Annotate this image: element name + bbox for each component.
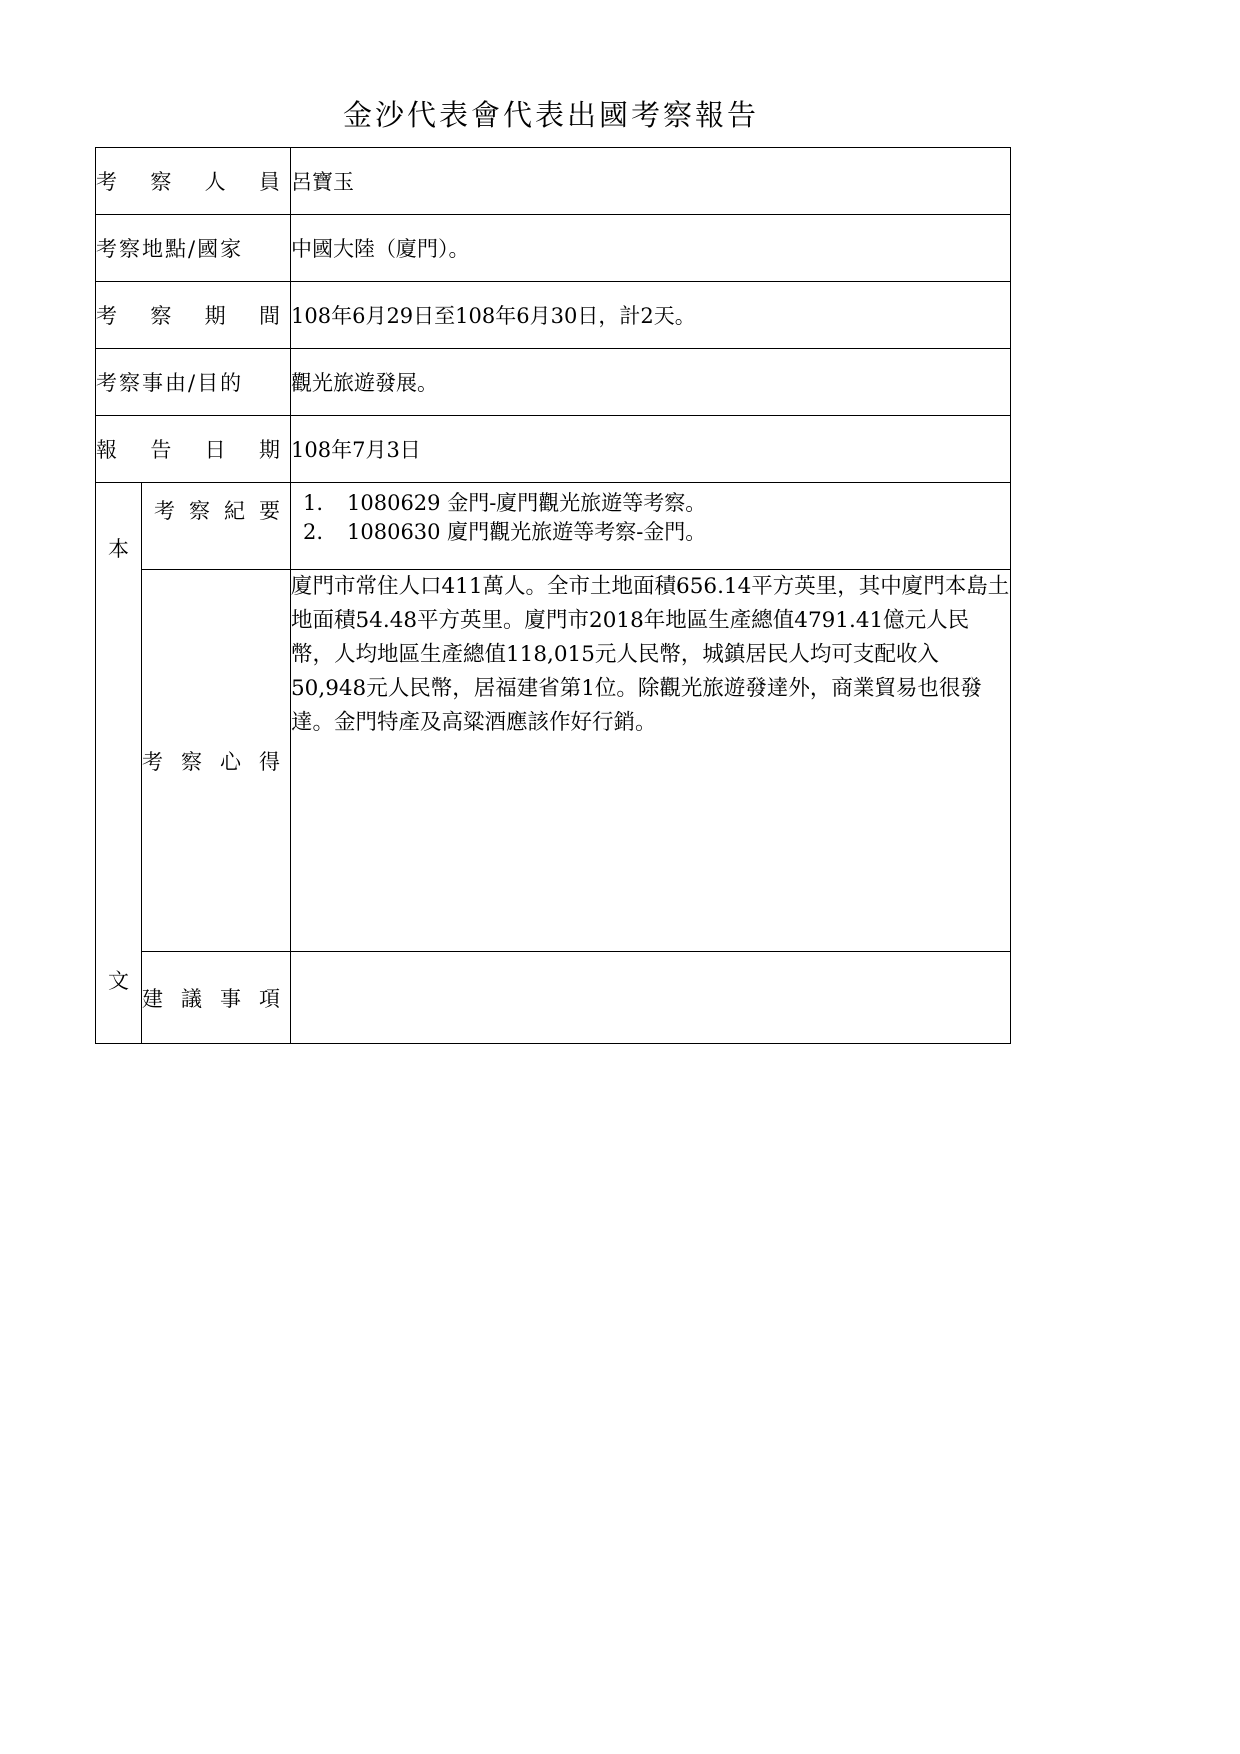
period-value: 108年6月29日至108年6月30日，計2天。 [291,282,1011,349]
label-char: 事 [220,986,241,1011]
label-char: 紀 [224,499,245,523]
personnel-label [96,148,291,215]
purpose-value: 觀光旅遊發展。 [291,349,1011,416]
side-label-bottom: 文 [108,969,129,993]
label-char: 日 [204,438,226,462]
row-personnel [96,148,1011,215]
purpose-label: 考察事由/目的 [96,349,291,416]
label-char: 要 [259,499,280,523]
row-purpose [96,349,1011,416]
label-char: 考 [142,749,163,774]
side-label-top: 本 [108,537,129,561]
label-char: 考 [154,499,175,523]
recommendations-value [291,952,1011,1044]
row-period [96,282,1011,349]
row-summary [96,483,1011,570]
row-recommendations [96,952,1011,1044]
label-char: 考 [96,304,117,328]
row-report-date [96,416,1011,483]
row-location [96,215,1011,282]
label-char: 員 [258,170,280,194]
list-number: 2. [303,520,324,544]
label-char: 議 [181,986,202,1011]
label-char: 人 [204,170,226,194]
report-date-value: 108年7月3日 [291,416,1011,483]
list-item [303,489,1010,518]
location-value: 中國大陸（廈門）。 [291,215,1011,282]
list-text: 1080629 金門-廈門觀光旅遊等考察。 [347,491,707,515]
body-side-label [96,483,142,1044]
summary-list [291,483,1010,547]
label-char: 察 [189,499,210,523]
list-text: 1080630 廈門觀光旅遊等考察-金門。 [347,520,707,544]
label-char: 間 [258,304,280,328]
document-title: 金沙代表會代表出國考察報告 [342,98,759,132]
period-label [96,282,291,349]
label-char: 期 [204,304,226,328]
report-date-label [96,416,291,483]
label-char: 察 [150,304,172,328]
label-char: 告 [150,438,172,462]
label-char: 考 [96,170,117,194]
label-char: 報 [96,438,117,462]
summary-value [291,483,1011,570]
report-table [95,147,1011,1044]
list-item [303,518,1010,547]
label-char: 察 [150,170,172,194]
label-char: 期 [258,438,280,462]
insights-label [142,570,291,952]
label-char: 項 [259,986,280,1011]
list-number: 1. [303,491,324,515]
label-char: 心 [220,749,241,774]
label-char: 得 [259,749,280,774]
summary-label [142,483,291,570]
label-char: 建 [142,986,163,1011]
location-label: 考察地點/國家 [96,215,291,282]
row-insights [96,570,1011,952]
recommendations-label [142,952,291,1044]
insights-text: 廈門市常住人口411萬人。全市土地面積656.14平方英里，其中廈門本島土地面積54.48平方英里。廈門市2018年地區生產總值4791.41億元人民幣，人均地區生產總值118,015元人民幣，城鎮居民人均可支配收入50,948元人民幣，居福建省第1位。除觀光旅遊發達外，商業貿易也很發達。金門特產及高粱酒應該作好行銷。 [291,570,1011,952]
label-char: 察 [181,749,202,774]
personnel-value: 呂寶玉 [291,148,1011,215]
